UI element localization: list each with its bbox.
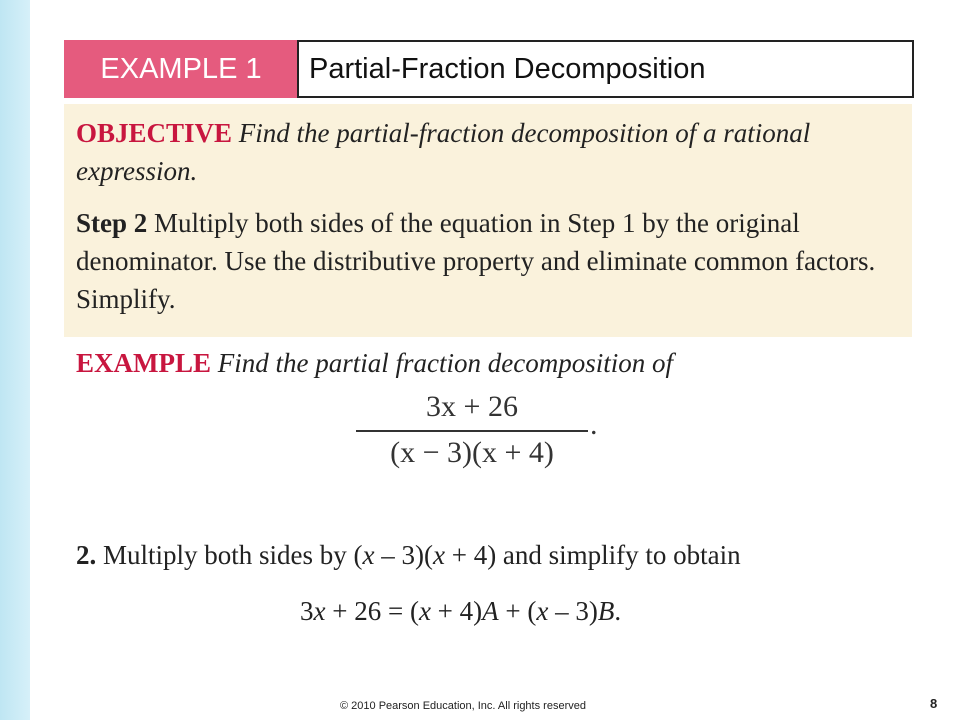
step-lead: Step 2 [76,208,148,238]
example-lead: EXAMPLE [76,348,211,378]
example-label: EXAMPLE 1 [100,52,262,85]
equation-part-3: + 4) [430,596,483,626]
left-accent-bar [0,0,30,720]
solution-var-2: x [432,540,445,570]
step-text: Multiply both sides of the equation in Step 1 by the original denominator. Use the distributive property and eliminate common factors. Simplify. [76,208,876,314]
equation-var-2: x [418,596,431,626]
solution-text-1: Multiply both sides by ( [96,540,363,570]
equation-var-4: x [536,596,549,626]
equation-part-4: + ( [498,596,537,626]
title-box [297,40,914,98]
example-tab [64,40,298,98]
copyright-notice: © 2010 Pearson Education, Inc. All rights reserved [340,700,586,712]
equation-part-6: . [614,596,622,626]
solution-step-number: 2. [76,540,97,570]
rational-expression [356,388,601,478]
solution-text-2: – 3)( [374,540,433,570]
step-paragraph [76,204,900,318]
fraction-numerator: 3x + 26 [426,390,518,423]
fraction-period: . [590,408,598,441]
solution-text-3: + 4) and simplify to obtain [444,540,741,570]
page-number: 8 [930,696,938,711]
equation-var-5: B [597,596,615,626]
fraction-bar [356,430,588,432]
equation-part-5: – 3) [548,596,598,626]
fraction-denominator: (x − 3)(x + 4) [390,436,554,469]
objective-paragraph [76,114,900,190]
solution-step [76,536,741,574]
example-text: Find the partial fraction decomposition of [211,348,673,378]
example-line [76,344,673,382]
solution-var-1: x [362,540,375,570]
equation-part-1: 3 [300,596,314,626]
equation-part-2: + 26 = ( [325,596,419,626]
equation-var-3: A [482,596,499,626]
slide-title: Partial-Fraction Decomposition [309,52,706,85]
solution-equation [300,592,621,630]
equation-var-1: x [313,596,326,626]
objective-panel [64,104,912,337]
objective-lead: OBJECTIVE [76,118,233,148]
objective-text: Find the partial-fraction decomposition of a rational expression. [76,118,811,186]
